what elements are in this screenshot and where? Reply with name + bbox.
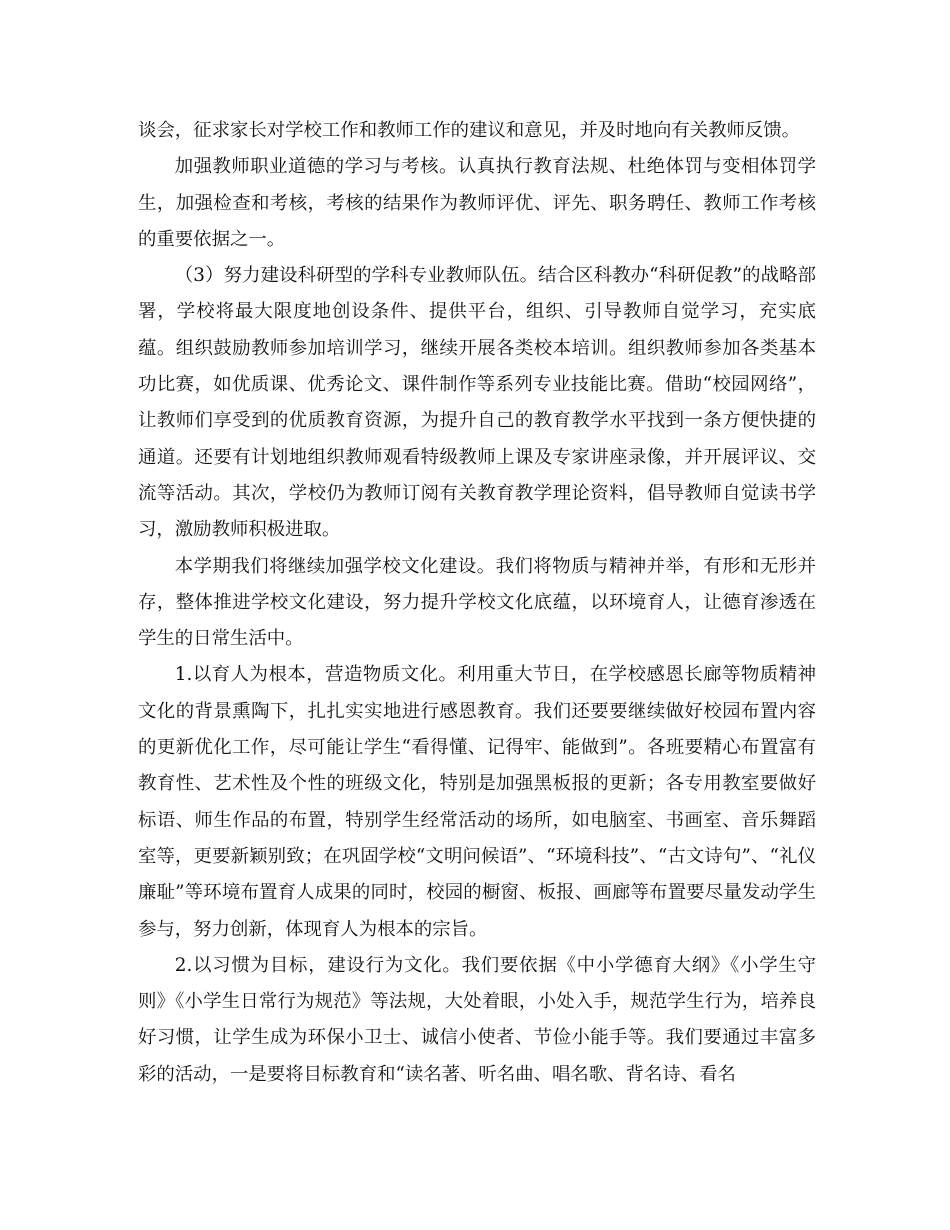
paragraph-behavior-culture: 2.以习惯为目标，建设行为文化。我们要依据《中小学德育大纲》《小学生守则》《小学生日常行为规范》等法规，大处着眼，小处入手，规范学生行为，培养良好习惯，让学生成为环保小卫士、诚信小使者、节俭小能手等。我们要通过丰富多彩的活动，一是要将目标教育和“读名著、听名曲、唱名歌、背名诗、看名 [138, 954, 816, 1085]
document-body [138, 113, 816, 1093]
paragraph-teacher-ethics: 加强教师职业道德的学习与考核。认真执行教育法规、杜绝体罚与变相体罚学生，加强检查和考核，考核的结果作为教师评优、评先、职务聘任、教师工作考核的重要依据之一。 [138, 156, 816, 250]
paragraph-continued: 谈会，征求家长对学校工作和教师工作的建议和意见，并及时地向有关教师反馈。 [138, 120, 801, 141]
paragraph-research-teachers: （3）努力建设科研型的学科专业教师队伍。结合区科教办“科研促教”的战略部署，学校将最大限度地创设条件、提供平台，组织、引导教师自觉学习，充实底蕴。组织鼓励教师参加培训学习，继续开展各类校本培训。组织教师参加各类基本功比赛，如优质课、优秀论文、课件制作等系列专业技能比赛。借助“校园网络”，让教师们享受到的优质教育资源，为提升自己的教育教学水平找到一条方便快捷的通道。还要有计划地组织教师观看特级教师上课及专家讲座录像，并开展评议、交流等活动。其次，学校仍为教师订阅有关教育教学理论资料，倡导教师自觉读书学习，激励教师积极进取。 [138, 265, 816, 541]
paragraph-material-culture: 1.以育人为根本，营造物质文化。利用重大节日，在学校感恩长廊等物质精神文化的背景熏陶下，扎扎实实地进行感恩教育。我们还要要继续做好校园布置内容的更新优化工作，尽可能让学生“看得懂、记得牢、能做到”。各班要精心布置富有教育性、艺术性及个性的班级文化，特别是加强黑板报的更新；各专用教室要做好标语、师生作品的布置，特别学生经常活动的场所，如电脑室、书画室、音乐舞蹈室等，更要新颖别致；在巩固学校“文明问候语”、“环境科技”、“古文诗句”、“礼仪廉耻”等环境布置育人成果的同时，校园的橱窗、板报、画廊等布置要尽量发动学生参与，努力创新，体现育人为根本的宗旨。 [138, 664, 816, 940]
paragraph-school-culture: 本学期我们将继续加强学校文化建设。我们将物质与精神并举，有形和无形并存，整体推进学校文化建设，努力提升学校文化底蕴，以环境育人，让德育渗透在学生的日常生活中。 [138, 555, 816, 650]
